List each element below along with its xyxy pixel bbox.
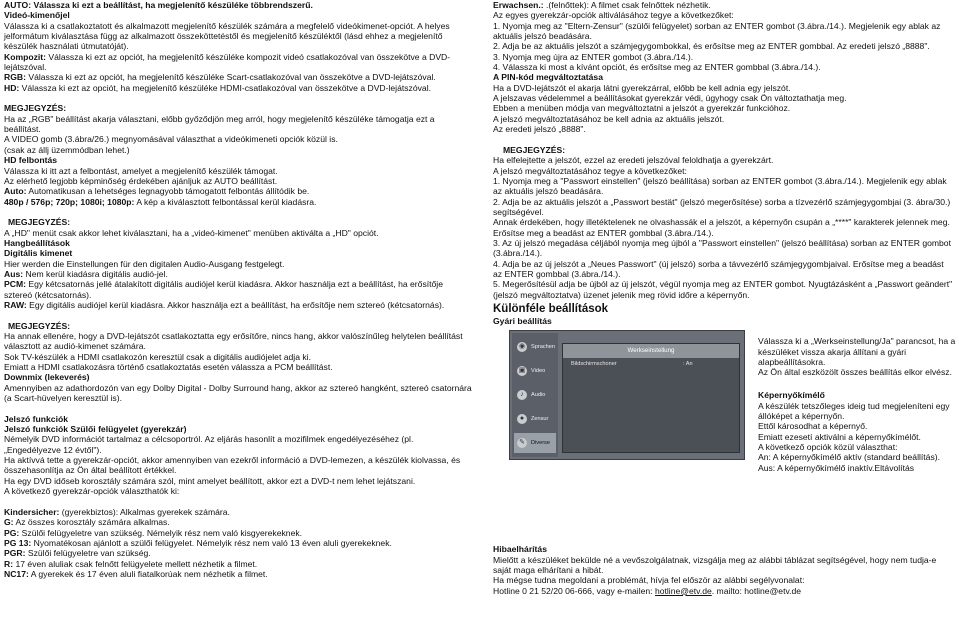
rating-pg13: PG 13: Nyomatékosan ajánlott a szülői felügyelet. Némelyik rész nem való 13 éven aluli gyerekeknek. [4, 537, 392, 548]
hiba-c: Hotline 0 21 52/20 06-666, vagy e-mailen: hotline@etv.de. mailto: hotline@etv.de [493, 585, 802, 596]
hotline-email-link[interactable]: hotline@etv.de [654, 585, 712, 596]
r6: 4. Válassza ki most a kívánt opciót, és erősítse meg az ENTER gombbal (3.ábra./14.). [493, 62, 821, 73]
hd-d: 480p / 576p; 720p; 1080i; 1080p: A kép a kiválasztott felbontással kerül kiadásra. [4, 196, 317, 207]
video-output-text: Válassza ki a csatlakoztatott és alkalmazott megjelenítő készülék számára a megfelelő videókimenet-opciót. A helyes jelformátum kiválasztása függ az alkalmazott összeköttetéstől és megjelenítő készüléktől (lásd ehhez a megjelenítő készülék használati útmutatóját). [4, 20, 450, 52]
right-column [493, 0, 955, 596]
pin-b: A jelszavas védelemmel a beállításokat gyerekzár védi, úgyhogy csak Ön változtathatja meg. [493, 93, 847, 104]
password-functions-heading: Jelszó funkciók [4, 413, 68, 424]
note-4-title: MEGJEGYZÉS: [503, 144, 566, 155]
hd-b: Az elérhető legjobb képminőség érdekében ajánljuk az AUTO beállítást. [4, 175, 278, 186]
n4-g: 3. Az új jelszó megadása céljából nyomja meg újból a "Passwort einstellen" (jelszó beállítása) sorban az ENTER gombot (3.ábra./14.). [493, 237, 951, 259]
digital-output-heading: Digitális kimenet [4, 248, 73, 259]
rating-adult: Erwachsen.: .(felnőttek): A filmet csak felnőttek nézhetik. [493, 0, 711, 10]
hd-line: HD: Válassza ki ezt az opciót, ha megjelenítő készüléke HDMI-csatlakozóval van összekötve a DVD-lejátszóval. [4, 82, 432, 93]
note-3-c: Emiatt a HDMI csatlakozásra történő csatlakoztatás esetén válassza a PCM beállítást. [4, 362, 333, 373]
misc-settings-heading: Különféle beállítások [493, 302, 609, 315]
n4-c: 1. Nyomja meg a "Passwort einstellen" (jelszó beállítása) sorban az ENTER gombot (3.ábra./14.). Megjelenik egy ablak az aktuális jelszó beadására. [493, 175, 947, 197]
r5: 3. Nyomja meg újra az ENTER gombot (3.ábra./14.). [493, 51, 694, 62]
jelszo-c: Ha egy DVD időseb korosztály számára szól, mint amelyet beállított, akkor ezt a DVD-t nem lehet lejátszani. [4, 475, 416, 486]
hd-c: Auto: Automatikusan a lehetséges legnagyobb támogatott felbontás állítódik be. [4, 186, 310, 197]
jelszo-a: Némelyik DVD információt tartalmaz a célcsoportról. Az eljárás hasonlít a mozifilmek engedélyezéséhez (pl. „Engedélyezve 12 évtől"). [4, 434, 414, 455]
left-column [4, 0, 472, 579]
note-2-a: A „HD" menüt csak akkor lehet kiválasztani, ha a „videó-kimenet" menüben aktiválta a „HD" opciót. [4, 227, 379, 238]
composite-line: Kompozit: Válassza ki ezt az opciót, ha megjelenítő készüléke kompozit videó csatlakozóval van összekötve a DVD-lejátszóval. [4, 51, 451, 73]
menu-item-video: ▣ Video [518, 367, 546, 375]
hiba-a: Mielőtt a készüléket bekülde né a vevőszolgálatnak, vizsgálja meg az alábbi táblázat segítségével, hogy nem tudja-e saját maga elhárítani a hibát. [493, 554, 937, 575]
dig-c: PCM: Egy kétcsatornás jellé átalakított digitális audiójel kerül kiadásra. Akkor használja ezt a beállítást, ha erősítője sztereó (kétcsatornás). [4, 279, 443, 300]
note-3-title: MEGJEGYZÉS: [8, 320, 71, 331]
n4-d: 2. Adja be az aktuális jelszót a „Passwort bestät" (jelszó megerősítése) sorba a tízvezérlő számjegygombjai (3. ábra/30.) segítségével. [493, 196, 951, 217]
n4-f: Erősítse meg a beadást az ENTER gombbal (3.ábra./14.). [493, 227, 714, 238]
rating-nc17: NC17: A gyerekek és 17 éven aluli fiatalkorúak nem nézhetik a filmet. [4, 568, 268, 579]
rgb-line: RGB: Válassza ki ezt az opciót, ha megjelenítő készüléke Scart-csatlakozóval van összekötve a DVD-lejátszóval. [4, 72, 436, 83]
r2: Az egyes gyerekzár-opciók altiválásához tegye a következőket: [493, 10, 734, 21]
menu-item-sprachen: ◉ Sprachen [518, 343, 555, 351]
audio-icon: ♪ [517, 390, 527, 400]
note-3-a: Ha annak ellenére, hogy a DVD-lejátszót csatlakoztatta egy erősítőre, nincs hang, akkor valószínűleg helytelen beállítást választott az audió-kimenet számára. [4, 331, 463, 352]
sound-settings-heading: Hangbeállítások [4, 237, 70, 248]
rating-g: G: Az összes korosztály számára alkalmas. [4, 517, 170, 528]
hd-a: Válassza ki itt azt a felbontást, amelyet a megjelenítő készülék támogat. [4, 165, 278, 176]
dig-b: Aus: Nem kerül kiadásra digitális audió-jel. [4, 268, 168, 279]
n4-a: Ha elfelejtette a jelszót, ezzel az eredeti jelszóval feloldhatja a gyerekzárt. [493, 155, 774, 166]
pin-e: Az eredeti jelszó „8888". [493, 124, 586, 135]
n4-h: 4. Adja be az új jelszót a „Neues Passwort" (új jelszó) sorba a távvezérlő számjegygombjaival. Erősítse meg a beadást az ENTER gombbal (3.ábra./14.). [493, 258, 944, 279]
jelszo-b: Ha aktívvá tette a gyerekzár-opciót, akkor amennyiben van ezekről információ a DVD-lemezen, a készülék kiolvassa, és összehasonlítja az Ön által beállított értékkel. [4, 455, 461, 476]
r3: 1. Nyomja meg az "Eltern-Zensur" (szülői felügyelet) sorban az ENTER gombot (3.ábra./14.). Megjelenik egy ablak az aktuális jelszó beadására. [493, 20, 941, 42]
menu-item-audio: ♪ Audio [514, 385, 556, 405]
n4-i: 5. Megerősítésül adja be újból az új jelszót, végül nyomja meg az ENTER gombot. Nyugtázásként a „Passwort geändert" (jelszó megváltoztatva) üzenet jelenik meg rövid időre a képernyőn. [493, 279, 953, 300]
jelszo-d: A következő gyerekzár-opciók választhatók ki: [4, 486, 180, 497]
video-icon: ▣ [518, 367, 526, 375]
language-icon: ◉ [518, 343, 526, 351]
rating-pgr: PGR: Szülői felügyeletre van szükség. [4, 548, 151, 559]
pin-c: Ebben a menüben módja van megváltoztatni a jelszót a gyerekzár funkcióhoz. [493, 103, 791, 114]
panel-title: Werkseinstellung [563, 344, 739, 358]
screensaver-heading: Képernyőkímélő [758, 390, 825, 401]
settings-menu-screenshot [509, 330, 745, 460]
screensaver-text: Képernyőkímélő A készülék tetszőleges ideig tud megjeleníteni egy állóképet a képernyőn. Ettől károsodhat a képernyő. Emiatt ezesetí aktiválni a képernyőkímélőt. A következő opciók közül választhat: An: A képernyőkímélő aktív (standard beállítás). Aus: A képernyőkímélő inaktív.Eltávolítás [758, 390, 958, 473]
rating-pg: PG: Szülői felügyeletre van szükség. Némelyik rész nem való kisgyerekeknek. [4, 527, 303, 538]
r4: 2. Adja be az aktuális jelszót a számjegygombokkal, és erősítse meg az ENTER gombbal. Az eredeti jelszó „8888". [493, 41, 930, 52]
pin-d: A jelszó megváltoztatásához be kell adnia az aktuális jelszót. [493, 113, 725, 124]
note-1-title: MEGJEGYZÉS: [4, 103, 67, 114]
downmix-heading: Downmix (lekeverés) [4, 372, 90, 383]
hiba-b: Ha mégse tudna megoldani a problémát, hívja fel először az alábbi segélyvonalat: [493, 575, 805, 586]
auto-line: AUTO: Válassza ki ezt a beállítást, ha megjelenítő készüléke többrendszerű. [4, 0, 313, 10]
pin-change-heading: A PIN-kód megváltoztatása [493, 72, 603, 83]
menu-item-zensur: ● Zensur [514, 409, 556, 429]
dig-a: Hier werden die Einstellungen für den digitalen Audio-Ausgang festgelegt. [4, 258, 285, 269]
factory-reset-text: Válassza ki a „Werkseinstellung/Ja" parancsot, ha a készüléket vissza akarja állítani a gyári alapbeállításokra. Az Ön által eszközölt összes beállítás elkor elvész. [758, 336, 956, 378]
rating-r: R: 17 éven aluliak csak felnőtt felügyelete mellett nézhetik a filmet. [4, 558, 258, 569]
troubleshooting-heading: Hibaelhárítás [493, 544, 547, 555]
note-1-c: (csak az állj üzemmódban lehet.) [4, 144, 130, 155]
note-1-a: Ha az „RGB" beállítást akarja választani, előbb győződjön meg arról, hogy megjelenítő készüléke támogatja ezt a beállítást. [4, 113, 435, 135]
hd-resolution-heading: HD felbontás [4, 155, 57, 166]
downmix-a: Amennyiben az adathordozón van egy Dolby Digital - Dolby Surround hang, akkor az sztereó hangként, sztereó csatornára (a Scart-hüvelyen keresztül is). [4, 382, 472, 404]
note-2-title: MEGJEGYZÉS: [8, 217, 71, 228]
factory-settings-heading: Gyári beállítás [493, 315, 552, 326]
dig-d: RAW: Egy digitális audiójel kerül kiadásra. Akkor használja ezt a beállítást, ha erősítője nem sztereó (kétcsatornás). [4, 299, 445, 310]
note-1-b: A VIDEO gomb (3.ábra/26.) megnyomásával választhat a videókimeneti opciók közül is. [4, 134, 338, 145]
video-output-heading: Videó-kimenőjel [4, 10, 70, 21]
menu-sidebar [512, 333, 558, 457]
note-3-b: Sok TV-készülék a HDMI csatlakozón keresztül csak a digitális audiójelet adja ki. [4, 351, 311, 362]
n4-b: A jelszó megváltoztatásához tegye a következőket: [493, 165, 687, 176]
menu-panel [562, 343, 740, 453]
parental-control-heading: Jelszó funkciók Szülői felügyelet (gyerekzár) [4, 424, 187, 435]
pin-a: Ha a DVD-lejátszót el akarja látni gyerekzárral, előbb be kell adnia egy jelszót. [493, 82, 791, 93]
lock-icon: ● [517, 414, 527, 424]
panel-row-screensaver: Bildschirmschoner : An [571, 361, 693, 368]
n4-e: Annak érdekében, hogy illetéktelenek ne olvashassák el a jelszót, a képernyőn csupán a „****" karakterek jelennek meg. [493, 217, 950, 228]
misc-icon: ✎ [517, 438, 527, 448]
factory-settings-figure [493, 328, 955, 538]
rating-kind: Kindersicher: (gyerekbiztos): Alkalmas gyerekek számára. [4, 506, 230, 517]
menu-item-diverse: ✎ Diverse [514, 433, 556, 453]
